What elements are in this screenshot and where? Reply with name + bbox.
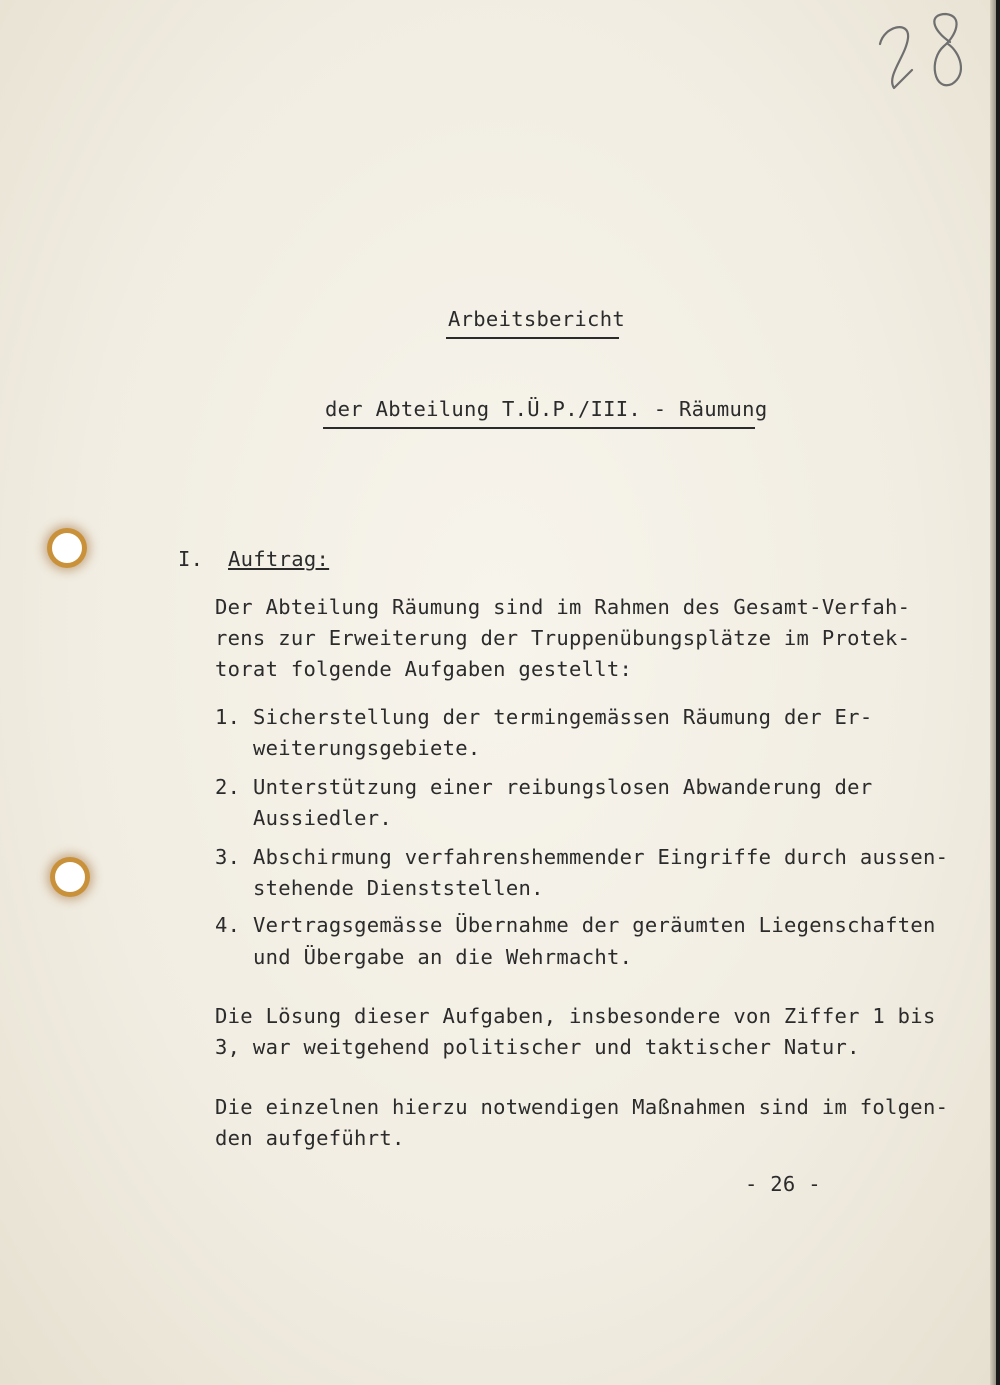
paragraph-3-line-2: den aufgeführt. <box>215 1126 405 1150</box>
intro-line-2: rens zur Erweiterung der Truppenübungsplätze im Protek- <box>215 626 911 650</box>
paragraph-3-line-1: Die einzelnen hierzu notwendigen Maßnahmen sind im folgen- <box>215 1095 949 1119</box>
paragraph-2-line-2: 3, war weitgehend politischer und taktischer Natur. <box>215 1035 860 1059</box>
list-item-line: Abschirmung verfahrenshemmender Eingriffe durch aussen- <box>253 845 949 869</box>
list-item-number: 1. <box>215 705 241 729</box>
page-number: - 26 - <box>745 1172 821 1196</box>
list-item-line: Vertragsgemässe Übernahme der geräumten Liegenschaften <box>253 913 936 937</box>
list-item-line: Aussiedler. <box>253 806 393 830</box>
list-item-line: weiterungsgebiete. <box>253 736 481 760</box>
list-item-line: Unterstützung einer reibungslosen Abwanderung der <box>253 775 873 799</box>
punch-hole-lower <box>55 862 85 892</box>
list-item-line: stehende Dienststellen. <box>253 876 544 900</box>
list-item-number: 2. <box>215 775 241 799</box>
title-underline <box>446 337 619 339</box>
paragraph-2-line-1: Die Lösung dieser Aufgaben, insbesondere von Ziffer 1 bis <box>215 1004 936 1028</box>
section-number: I. <box>178 547 204 571</box>
list-item-number: 3. <box>215 845 241 869</box>
list-item-line: Sicherstellung der termingemässen Räumung der Er- <box>253 705 873 729</box>
intro-line-1: Der Abteilung Räumung sind im Rahmen des Gesamt-Verfah- <box>215 595 911 619</box>
section-label: Auftrag: <box>228 547 330 571</box>
handwritten-folio-number <box>872 4 972 94</box>
punch-hole-upper <box>52 533 82 563</box>
intro-line-3: torat folgende Aufgaben gestellt: <box>215 657 633 681</box>
list-item-line: und Übergabe an die Wehrmacht. <box>253 945 633 969</box>
subtitle-underline <box>323 427 755 429</box>
list-item-number: 4. <box>215 913 241 937</box>
document-subtitle: der Abteilung T.Ü.P./III. - Räumung <box>325 397 768 421</box>
document-title: Arbeitsbericht <box>448 307 625 331</box>
